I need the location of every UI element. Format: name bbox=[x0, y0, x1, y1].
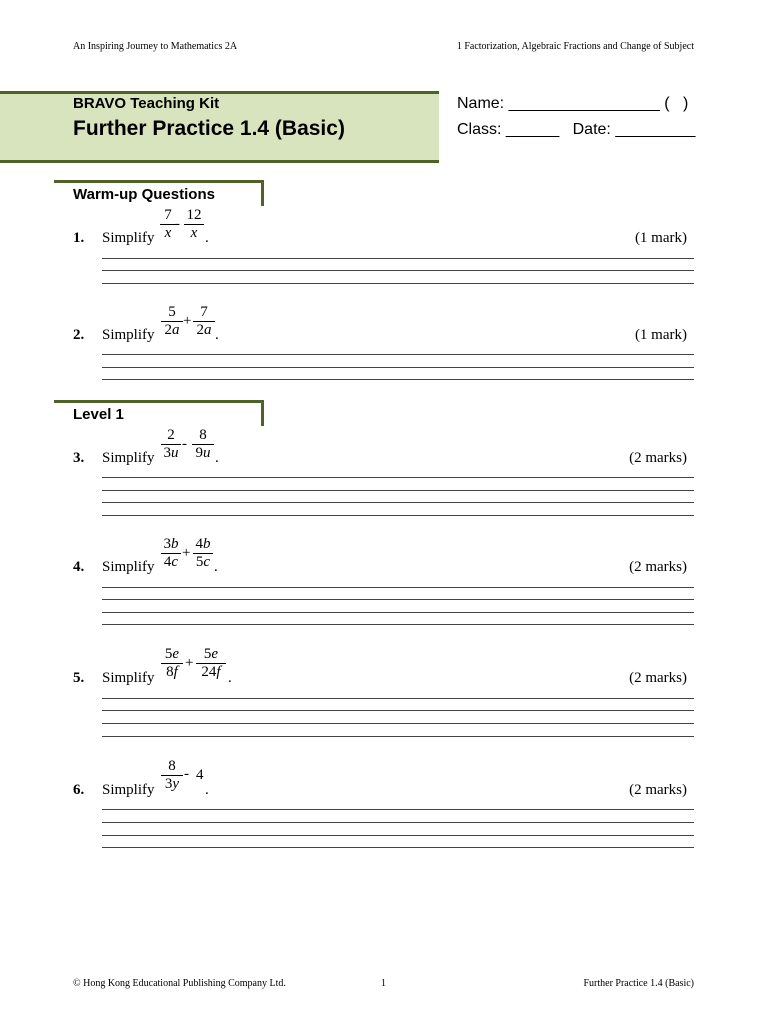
answer-line bbox=[102, 587, 694, 588]
marks-label: (2 marks) bbox=[629, 450, 687, 466]
marks-label: (2 marks) bbox=[629, 782, 687, 798]
period: . bbox=[215, 327, 219, 343]
answer-line bbox=[102, 710, 694, 711]
numerator: 8 bbox=[168, 758, 176, 774]
answer-line bbox=[102, 809, 694, 810]
denominator: 5c bbox=[195, 554, 211, 570]
answer-line bbox=[102, 847, 694, 848]
page-title: Further Practice 1.4 (Basic) bbox=[73, 117, 345, 140]
numerator: 4b bbox=[195, 536, 211, 552]
question-number: 5. bbox=[73, 670, 85, 686]
answer-line bbox=[102, 515, 694, 516]
answer-line bbox=[102, 258, 694, 259]
period: . bbox=[205, 230, 209, 246]
kit-label: BRAVO Teaching Kit bbox=[73, 95, 220, 112]
answer-line bbox=[102, 502, 694, 503]
fraction-1 bbox=[160, 207, 176, 242]
question-verb: Simplify bbox=[102, 782, 155, 798]
operator: - bbox=[182, 436, 187, 452]
operator: + bbox=[182, 545, 191, 561]
fraction-2 bbox=[184, 207, 204, 242]
answer-line bbox=[102, 835, 694, 836]
denominator: 3y bbox=[164, 776, 180, 792]
class-date-field-line: Class: ______ Date: _________ bbox=[457, 121, 696, 138]
denominator: 8f bbox=[166, 664, 178, 680]
numerator: 7 bbox=[164, 207, 172, 223]
numerator: 7 bbox=[200, 304, 208, 320]
fraction-2 bbox=[193, 304, 215, 339]
denominator: x bbox=[190, 225, 198, 241]
answer-line bbox=[102, 379, 694, 380]
fraction-2 bbox=[196, 646, 226, 681]
marks-label: (2 marks) bbox=[629, 559, 687, 575]
question-verb: Simplify bbox=[102, 230, 155, 246]
period: . bbox=[214, 559, 218, 575]
answer-line bbox=[102, 283, 694, 284]
answer-line bbox=[102, 354, 694, 355]
answer-line bbox=[102, 367, 694, 368]
answer-line bbox=[102, 599, 694, 600]
question-number: 4. bbox=[73, 559, 85, 575]
operator: + bbox=[183, 313, 192, 329]
answer-line bbox=[102, 723, 694, 724]
running-header-chapter: 1 Factorization, Algebraic Fractions and Change of Subject bbox=[456, 41, 694, 52]
level1-section-heading: Level 1 bbox=[73, 406, 124, 423]
question-verb: Simplify bbox=[102, 559, 155, 575]
numerator: 2 bbox=[167, 427, 175, 443]
operator: - bbox=[175, 216, 180, 232]
answer-line bbox=[102, 477, 694, 478]
denominator: 24f bbox=[201, 664, 221, 680]
answer-line bbox=[102, 624, 694, 625]
period: . bbox=[228, 670, 232, 686]
denominator: 4c bbox=[163, 554, 179, 570]
running-header-book: An Inspiring Journey to Mathematics 2A bbox=[73, 41, 238, 52]
answer-line bbox=[102, 612, 694, 613]
period: . bbox=[215, 450, 219, 466]
period: . bbox=[205, 782, 209, 798]
answer-line bbox=[102, 698, 694, 699]
numerator: 8 bbox=[199, 427, 207, 443]
question-number: 1. bbox=[73, 230, 85, 246]
numerator: 3b bbox=[163, 536, 179, 552]
denominator: 2a bbox=[196, 322, 212, 338]
fraction-1 bbox=[161, 758, 183, 793]
warmup-section-heading: Warm-up Questions bbox=[73, 186, 215, 203]
operator: - bbox=[184, 766, 189, 782]
page-number: 1 bbox=[381, 978, 386, 989]
footer-copyright: © Hong Kong Educational Publishing Company Ltd. bbox=[73, 978, 286, 989]
question-number: 6. bbox=[73, 782, 85, 798]
marks-label: (1 mark) bbox=[634, 230, 687, 246]
numerator: 12 bbox=[186, 207, 202, 223]
fraction-1 bbox=[161, 304, 183, 339]
answer-line bbox=[102, 270, 694, 271]
denominator: 9u bbox=[195, 445, 211, 461]
answer-line bbox=[102, 736, 694, 737]
fraction-2 bbox=[193, 536, 213, 571]
fraction-1 bbox=[161, 536, 181, 571]
fraction-2 bbox=[192, 427, 214, 462]
constant-term: 4 bbox=[196, 767, 204, 783]
numerator: 5e bbox=[164, 646, 180, 662]
denominator: 3u bbox=[163, 445, 179, 461]
fraction-1 bbox=[161, 427, 181, 462]
marks-label: (1 mark) bbox=[634, 327, 687, 343]
operator: + bbox=[185, 655, 194, 671]
question-verb: Simplify bbox=[102, 670, 155, 686]
fraction-1 bbox=[161, 646, 183, 681]
answer-line bbox=[102, 822, 694, 823]
name-field-line: Name: _________________ ( ) bbox=[457, 95, 689, 112]
denominator: x bbox=[164, 225, 172, 241]
numerator: 5e bbox=[203, 646, 219, 662]
denominator: 2a bbox=[164, 322, 180, 338]
question-verb: Simplify bbox=[102, 327, 155, 343]
question-verb: Simplify bbox=[102, 450, 155, 466]
marks-label: (2 marks) bbox=[629, 670, 687, 686]
numerator: 5 bbox=[168, 304, 176, 320]
question-number: 2. bbox=[73, 327, 85, 343]
footer-title: Further Practice 1.4 (Basic) bbox=[583, 978, 694, 989]
answer-line bbox=[102, 490, 694, 491]
question-number: 3. bbox=[73, 450, 85, 466]
